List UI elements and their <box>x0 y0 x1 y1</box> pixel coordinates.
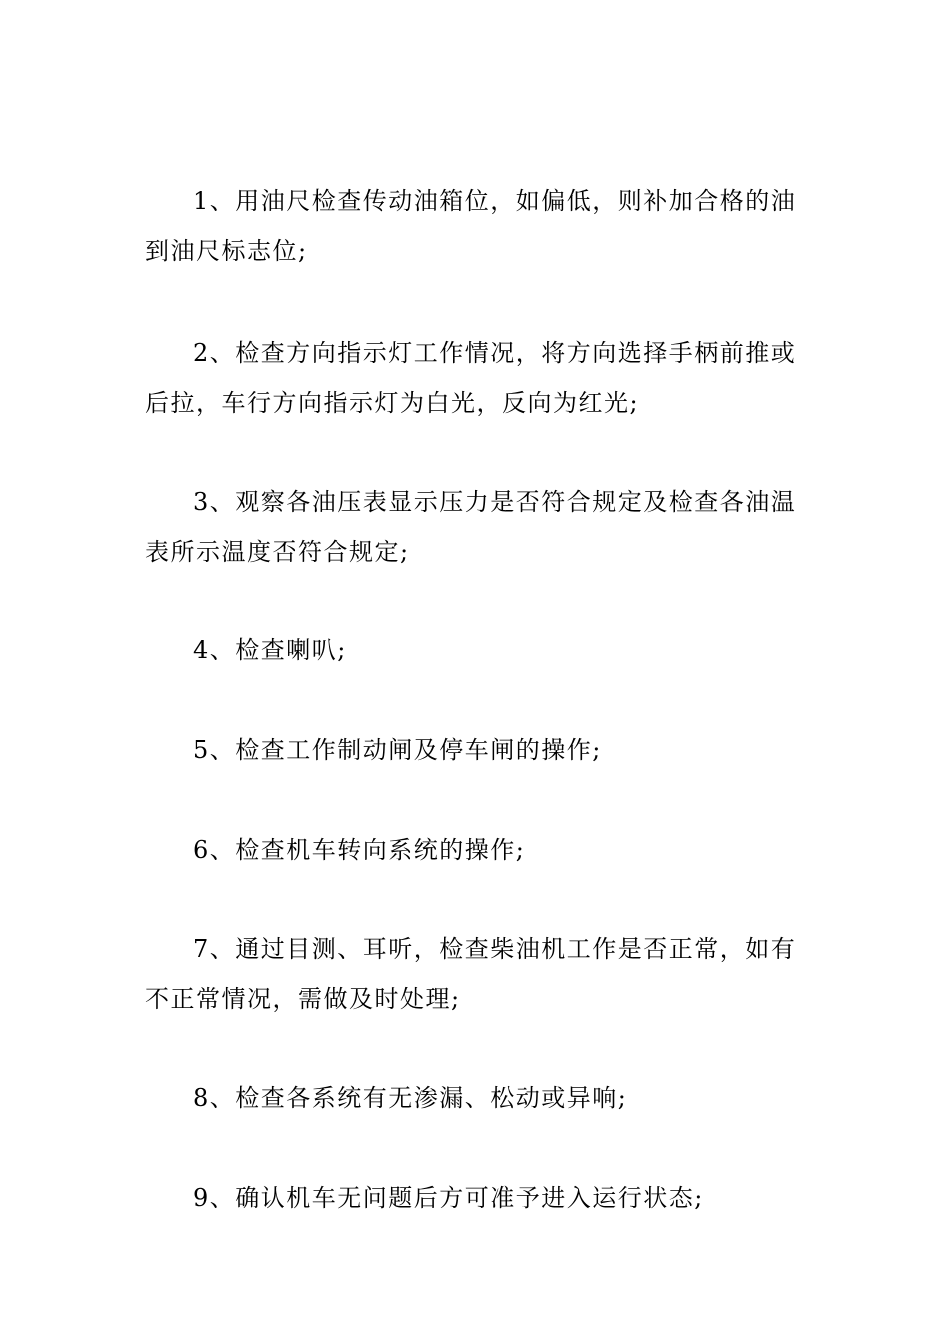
checklist-item-7: 7、通过目测、耳听，检查柴油机工作是否正常，如有不正常情况，需做及时处理; <box>145 935 797 1013</box>
checklist-item-3: 3、观察各油压表显示压力是否符合规定及检查各油温表所示温度否符合规定; <box>145 488 797 566</box>
checklist-item-8: 8、检查各系统有无渗漏、松动或异响; <box>193 1084 628 1112</box>
checklist-item-1: 1、用油尺检查传动油箱位，如偏低，则补加合格的油到油尺标志位; <box>145 187 797 265</box>
checklist-item-6: 6、检查机车转向系统的操作; <box>193 836 526 864</box>
checklist-item-5: 5、检查工作制动闸及停车闸的操作; <box>193 736 602 764</box>
checklist-item-4: 4、检查喇叭; <box>193 636 347 664</box>
checklist-item-2: 2、检查方向指示灯工作情况，将方向选择手柄前推或后拉，车行方向指示灯为白光，反向为红光; <box>145 339 797 417</box>
checklist-item-9: 9、确认机车无问题后方可准予进入运行状态; <box>193 1184 704 1212</box>
